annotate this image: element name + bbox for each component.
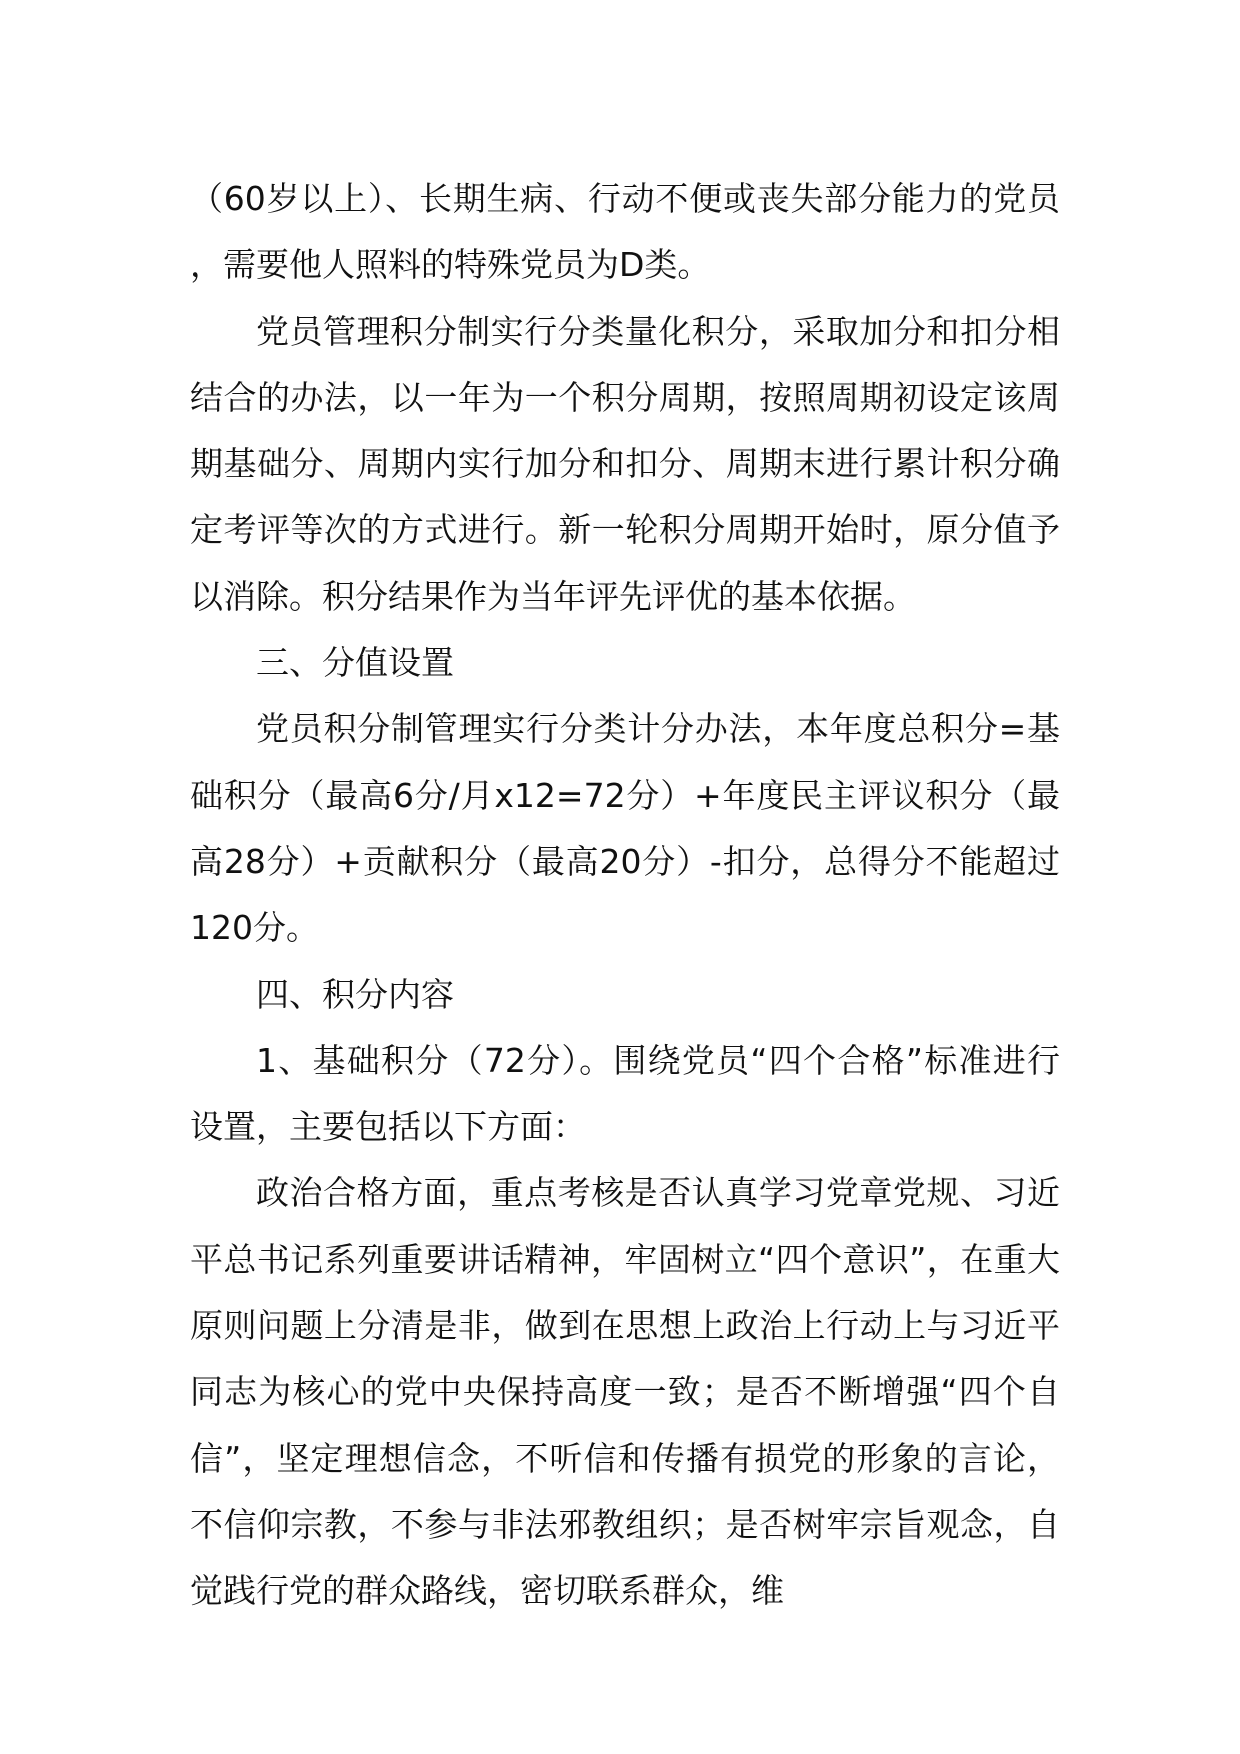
paragraph-political-qualification: 政治合格方面，重点考核是否认真学习党章党规、习近平总书记系列重要讲话精神，牢固树立“四个意识”，在重大原则问题上分清是非，做到在思想上政治上行动上与习近平同志为核心的党中央保持高度一致；是否不断增强“四个自信”，坚定理想信念，不听信和传播有损党的形象的言论，不信仰宗教，不参与非法邪教组织；是否树牢宗旨观念，自觉践行党的群众路线，密切联系群众，维 <box>190 1173 1060 1611</box>
paragraph-scoring-method: 党员管理积分制实行分类量化积分，采取加分和扣分相结合的办法，以一年为一个积分周期，按照周期初设定该周期基础分、周期内实行加分和扣分、周期末进行累计积分确定考评等次的方式进行。新一轮积分周期开始时，原分值予以消除。积分结果作为当年评先评优的基本依据。 <box>190 311 1060 616</box>
paragraph-total-score-formula: 党员积分制管理实行分类计分办法，本年度总积分=基础积分（最高6分/月x12=72分）+年度民主评议积分（最高28分）+贡献积分（最高20分）-扣分，总得分不能超过120分。 <box>190 709 1060 948</box>
paragraph-basic-score: 1、基础积分（72分）。围绕党员“四个合格”标准进行设置，主要包括以下方面： <box>190 1040 1060 1147</box>
section-heading-score-content: 四、积分内容 <box>256 974 454 1014</box>
document-body <box>190 166 1060 1625</box>
section-heading-score-settings: 三、分值设置 <box>256 643 454 683</box>
paragraph-d-class-definition: （60岁以上）、长期生病、行动不便或丧失部分能力的党员，需要他人照料的特殊党员为D类。 <box>190 179 1060 285</box>
